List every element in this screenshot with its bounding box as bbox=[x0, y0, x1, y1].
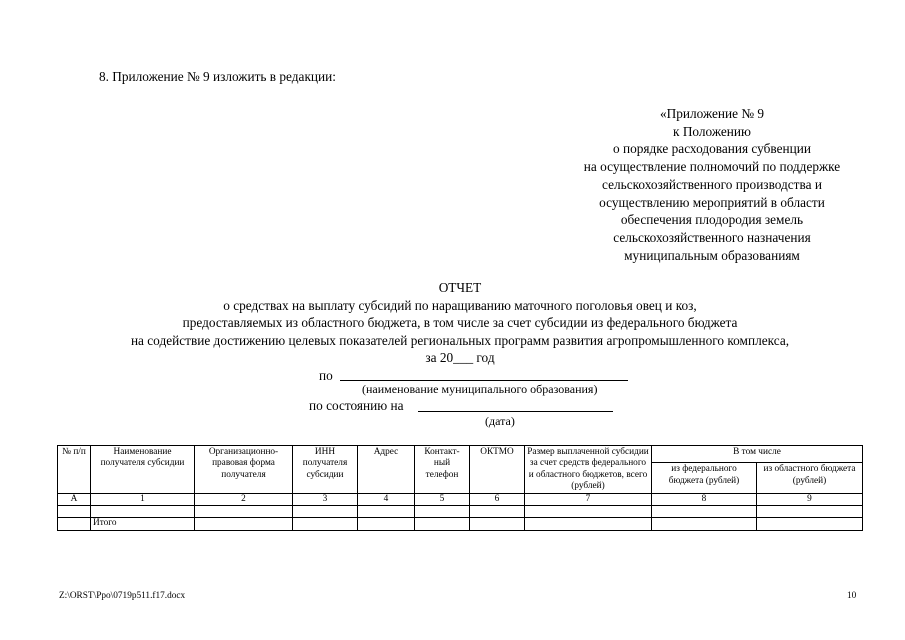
table-cell[interactable] bbox=[525, 506, 652, 518]
appendix-header-line: обеспечения плодородия земель bbox=[620, 212, 804, 228]
header-oktmo: ОКТМО bbox=[470, 446, 525, 494]
index-cell: 6 bbox=[470, 494, 525, 506]
index-cell: 8 bbox=[652, 494, 757, 506]
date-caption: (дата) bbox=[485, 414, 515, 428]
index-cell: 2 bbox=[195, 494, 293, 506]
report-subtitle-line: о средствах на выплату субсидий по наращиванию маточного поголовья овец и коз, bbox=[223, 297, 697, 313]
appendix-header-line: сельскохозяйственного производства и bbox=[602, 176, 822, 192]
date-blank-line[interactable] bbox=[418, 411, 613, 412]
index-cell: 1 bbox=[91, 494, 195, 506]
table-cell[interactable] bbox=[358, 518, 415, 530]
appendix-header-line: к Положению bbox=[673, 123, 751, 139]
table-cell[interactable] bbox=[195, 518, 293, 530]
column-index-row bbox=[58, 494, 863, 506]
table-cell[interactable] bbox=[195, 506, 293, 518]
table-cell[interactable] bbox=[91, 506, 195, 518]
table-cell[interactable] bbox=[293, 506, 358, 518]
total-row bbox=[58, 518, 863, 530]
index-cell: А bbox=[58, 494, 91, 506]
appendix-header-line: о порядке расходования субвенции bbox=[613, 141, 811, 157]
footer-file-path: Z:\ORST\Ppo\0719p511.f17.docx bbox=[59, 591, 186, 601]
report-year-line: за 20___ год bbox=[425, 350, 495, 366]
municipality-blank-line[interactable] bbox=[340, 380, 628, 381]
report-heading bbox=[60, 279, 860, 367]
index-cell: 4 bbox=[358, 494, 415, 506]
appendix-header-line: «Приложение № 9 bbox=[660, 106, 764, 121]
header-phone: Контакт-ный телефон bbox=[415, 446, 470, 494]
report-title: ОТЧЕТ bbox=[438, 280, 482, 295]
header-recipient-name: Наименование получателя субсидии bbox=[91, 446, 195, 494]
table-cell[interactable] bbox=[415, 506, 470, 518]
total-label: Итого bbox=[91, 518, 195, 530]
table-cell[interactable] bbox=[293, 518, 358, 530]
table-row bbox=[58, 506, 863, 518]
appendix-header bbox=[553, 105, 871, 264]
header-num: № п/п bbox=[58, 446, 91, 494]
table-cell[interactable] bbox=[58, 506, 91, 518]
appendix-header-line: муниципальным образованиям bbox=[624, 247, 800, 263]
index-cell: 9 bbox=[757, 494, 863, 506]
table-cell[interactable] bbox=[415, 518, 470, 530]
header-inn: ИНН получателя субсидии bbox=[293, 446, 358, 494]
appendix-header-line: сельскохозяйственного назначения bbox=[613, 229, 811, 245]
table-cell[interactable] bbox=[358, 506, 415, 518]
header-federal: из федерального бюджета (рублей) bbox=[652, 463, 757, 494]
table-cell[interactable] bbox=[757, 506, 863, 518]
report-table bbox=[57, 445, 863, 531]
municipality-label: по bbox=[319, 368, 333, 383]
item-heading: 8. Приложение № 9 изложить в редакции: bbox=[99, 69, 336, 84]
header-legal-form: Организационно-правовая форма получателя bbox=[195, 446, 293, 494]
table-cell[interactable] bbox=[652, 518, 757, 530]
table-cell[interactable] bbox=[652, 506, 757, 518]
header-including: В том числе bbox=[652, 446, 863, 463]
appendix-header-line: на осуществление полномочий по поддержке bbox=[583, 159, 841, 175]
table-cell[interactable] bbox=[757, 518, 863, 530]
municipality-caption: (наименование муниципального образования) bbox=[362, 382, 598, 396]
index-cell: 3 bbox=[293, 494, 358, 506]
table-cell[interactable] bbox=[525, 518, 652, 530]
page-number: 10 bbox=[847, 591, 857, 601]
appendix-header-line: осуществлению мероприятий в области bbox=[599, 194, 825, 210]
table-cell[interactable] bbox=[58, 518, 91, 530]
header-regional: из областного бюджета (рублей) bbox=[757, 463, 863, 494]
table-cell[interactable] bbox=[470, 506, 525, 518]
table-cell[interactable] bbox=[470, 518, 525, 530]
index-cell: 5 bbox=[415, 494, 470, 506]
header-amount: Размер выплаченной субсидии за счет средств федерального и областного бюджетов, всего (рублей) bbox=[525, 446, 652, 494]
report-subtitle-line: предоставляемых из областного бюджета, в том числе за счет субсидии из федерального бюджета bbox=[182, 315, 738, 331]
header-address: Адрес bbox=[358, 446, 415, 494]
as-of-label: по состоянию на bbox=[309, 398, 404, 413]
report-subtitle-line: на содействие достижению целевых показателей региональных программ развития агропромышленного комплекса, bbox=[130, 332, 790, 348]
index-cell: 7 bbox=[525, 494, 652, 506]
